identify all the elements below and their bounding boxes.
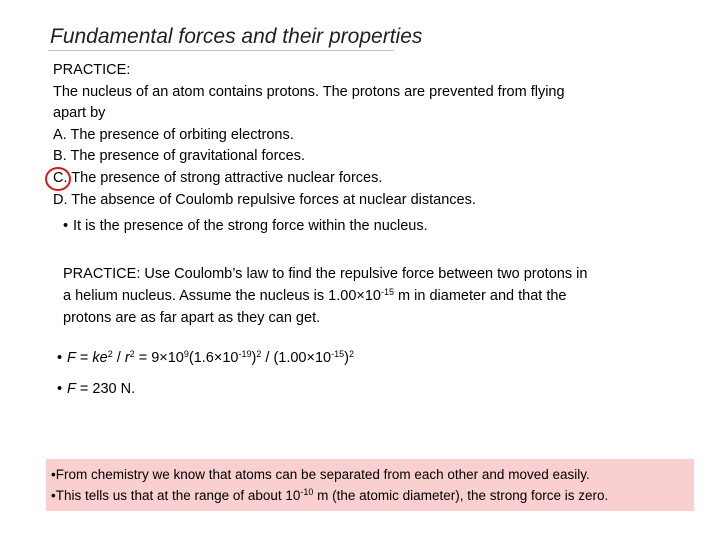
answer-text: It is the presence of the strong force within the nucleus. bbox=[73, 218, 428, 234]
note-line-2: •This tells us that at the range of about $10^{-10}$ m (the atomic diameter), the strong force is zero. bbox=[51, 487, 609, 503]
option-a: A. The presence of orbiting electrons. bbox=[53, 126, 294, 143]
slide-title: Fundamental forces and their properties bbox=[50, 25, 423, 48]
practice-question-block bbox=[53, 60, 673, 211]
answer-bullet bbox=[63, 218, 428, 234]
answer-circle-marker bbox=[45, 167, 71, 191]
bullet-icon: • bbox=[51, 467, 56, 482]
coulomb-line-2: a helium nucleus. Assume the nucleus is $1.00\times 10^{-15}$ m in diameter and that the bbox=[63, 287, 567, 304]
practice-heading: PRACTICE: bbox=[53, 62, 131, 78]
coulomb-line-3: protons are as far apart as they can get. bbox=[63, 310, 321, 326]
title-underline bbox=[48, 50, 394, 51]
bullet-icon: • bbox=[57, 350, 63, 366]
equation-line: • $F = ke^2 / r^2 = 9\times 10^9(1.6\times 10^{-19})^2 / (1.00\times 10^{-15})^2$ bbox=[57, 349, 354, 366]
note-line-1: •From chemistry we know that atoms can be separated from each other and moved easily. bbox=[51, 467, 590, 482]
bullet-icon: • bbox=[51, 488, 56, 503]
option-d: D. The absence of Coulomb repulsive forces at nuclear distances. bbox=[53, 191, 476, 208]
bullet-icon: • bbox=[63, 218, 69, 234]
result-line: • F = 230 N. bbox=[57, 381, 136, 397]
coulomb-line-1: PRACTICE: Use Coulomb’s law to find the repulsive force between two protons in bbox=[63, 266, 588, 282]
question-line-2: apart by bbox=[53, 105, 106, 122]
option-c: C. The presence of strong attractive nuclear forces. bbox=[53, 169, 383, 186]
coulomb-practice-block bbox=[63, 263, 673, 329]
bullet-icon: • bbox=[57, 381, 63, 397]
question-line-1: The nucleus of an atom contains protons. The protons are prevented from flying bbox=[53, 83, 565, 100]
note-box bbox=[46, 459, 694, 511]
option-b: B. The presence of gravitational forces. bbox=[53, 148, 306, 165]
